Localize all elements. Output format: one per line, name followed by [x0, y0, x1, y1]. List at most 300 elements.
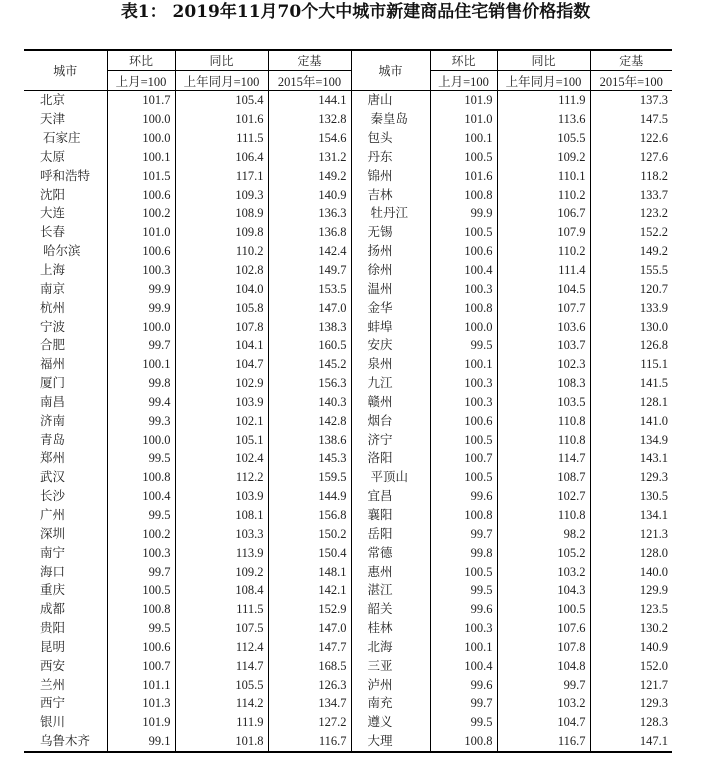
base-value-right: 123.5 [590, 600, 672, 619]
city-label [40, 374, 88, 392]
base-value-left: 149.7 [268, 261, 351, 280]
city-char: 深 [40, 525, 53, 541]
city-label [368, 525, 416, 543]
city-label [368, 657, 416, 675]
yoy-value-left: 103.9 [175, 393, 268, 412]
table-row [24, 374, 672, 393]
city-char: 江 [380, 375, 393, 391]
city-char: 阳 [380, 506, 393, 522]
header-base-right: 定基 [590, 50, 672, 71]
city-char: 连 [52, 205, 66, 221]
mom-value-right: 99.8 [430, 543, 497, 562]
mom-value-right: 100.3 [430, 393, 497, 412]
city-label [368, 336, 416, 354]
base-value-right: 141.5 [590, 374, 672, 393]
city-char: 头 [380, 130, 393, 146]
base-value-right: 130.2 [590, 619, 672, 638]
city-char: 义 [380, 714, 393, 730]
city-char: 沙 [52, 488, 66, 504]
yoy-value-right: 102.7 [497, 487, 590, 506]
city-name-right [351, 91, 430, 110]
city-char: 昌 [52, 393, 66, 409]
city-label [40, 487, 88, 505]
base-value-left: 140.9 [268, 185, 351, 204]
city-char: 阳 [52, 186, 66, 202]
city-name-right [351, 129, 430, 148]
header-city-right: 城市 [351, 50, 430, 91]
city-char: 武 [40, 469, 53, 485]
city-char: 湛 [367, 582, 381, 598]
city-label [40, 638, 88, 656]
yoy-value-left: 107.5 [175, 619, 268, 638]
city-char: 皇 [383, 111, 396, 127]
base-value-right: 126.8 [590, 336, 672, 355]
city-label [368, 581, 416, 599]
table-row [24, 619, 672, 638]
city-label [368, 412, 416, 430]
city-name-left [24, 148, 107, 167]
city-label [368, 506, 416, 524]
city-label [40, 261, 88, 279]
header-mom-unit-right: 上月=100 [430, 71, 497, 91]
city-char: 理 [380, 733, 393, 749]
mom-value-left: 100.0 [107, 317, 175, 336]
city-char: 江 [395, 205, 409, 221]
city-label: 呼和浩特 [40, 167, 91, 183]
city-char: 温 [367, 280, 381, 296]
city-label [368, 487, 416, 505]
city-char: 华 [380, 299, 393, 315]
base-value-left: 149.2 [268, 166, 351, 185]
yoy-value-right: 107.8 [497, 637, 590, 656]
city-char: 重 [40, 582, 53, 598]
city-name-left [24, 713, 107, 732]
city-name-right [351, 600, 430, 619]
yoy-value-left: 114.2 [175, 694, 268, 713]
mom-value-left: 101.0 [107, 223, 175, 242]
mom-value-right: 100.5 [430, 562, 497, 581]
city-name-left [24, 656, 107, 675]
city-name-right [351, 732, 430, 752]
yoy-value-right: 108.7 [497, 468, 590, 487]
city-char: 泉 [367, 356, 381, 372]
base-value-right: 152.0 [590, 656, 672, 675]
city-char: 滨 [68, 243, 81, 259]
base-value-left: 159.5 [268, 468, 351, 487]
yoy-value-left: 104.1 [175, 336, 268, 355]
city-char: 南 [40, 280, 53, 296]
city-name-right [351, 298, 430, 317]
base-value-right: 129.3 [590, 468, 672, 487]
yoy-value-right: 110.2 [497, 185, 590, 204]
yoy-value-right: 111.4 [497, 261, 590, 280]
city-name-left [24, 185, 107, 204]
yoy-value-right: 105.2 [497, 543, 590, 562]
mom-value-left: 100.0 [107, 129, 175, 148]
yoy-value-left: 113.9 [175, 543, 268, 562]
base-value-right: 129.3 [590, 694, 672, 713]
city-label [40, 299, 88, 317]
base-value-right: 127.6 [590, 148, 672, 167]
base-value-left: 145.3 [268, 449, 351, 468]
city-char: 丹 [383, 205, 396, 221]
city-char: 青 [40, 431, 53, 447]
yoy-value-right: 106.7 [497, 204, 590, 223]
base-value-right: 121.3 [590, 524, 672, 543]
mom-value-right: 99.5 [430, 581, 497, 600]
mom-value-right: 100.4 [430, 656, 497, 675]
city-char: 金 [367, 299, 381, 315]
table-row [24, 449, 672, 468]
city-char: 沈 [40, 186, 53, 202]
city-name-right [351, 317, 430, 336]
table-row [24, 355, 672, 374]
yoy-value-left: 102.8 [175, 261, 268, 280]
city-char: 阳 [380, 450, 393, 466]
mom-value-right: 100.8 [430, 732, 497, 752]
city-char: 德 [380, 544, 393, 560]
city-char: 遵 [367, 714, 381, 730]
price-index-table [24, 49, 672, 753]
base-value-right: 130.5 [590, 487, 672, 506]
city-char: 庄 [68, 130, 81, 146]
city-char: 都 [52, 601, 66, 617]
city-label [40, 694, 88, 712]
yoy-value-right: 103.7 [497, 336, 590, 355]
table-row [24, 393, 672, 412]
city-char: 京 [52, 280, 66, 296]
city-name-right [351, 242, 430, 261]
city-label [368, 393, 416, 411]
city-name-left [24, 204, 107, 223]
city-label [368, 713, 416, 731]
city-char: 海 [380, 638, 393, 654]
base-value-left: 150.2 [268, 524, 351, 543]
city-char: 昌 [380, 488, 393, 504]
city-char: 州 [380, 167, 393, 183]
city-char: 州 [380, 563, 393, 579]
city-char: 州 [52, 506, 66, 522]
city-name-left [24, 732, 107, 752]
city-char: 岛 [395, 111, 409, 127]
base-value-left: 152.9 [268, 600, 351, 619]
table-row [24, 430, 672, 449]
base-value-right: 128.3 [590, 713, 672, 732]
city-char: 州 [380, 676, 393, 692]
city-char: 泸 [367, 676, 381, 692]
city-label [40, 204, 88, 222]
city-char: 襄 [367, 506, 381, 522]
city-label [368, 299, 416, 317]
city-char: 林 [380, 186, 393, 202]
city-char: 家 [55, 130, 69, 146]
yoy-value-left: 108.4 [175, 581, 268, 600]
city-char: 烟 [367, 412, 381, 428]
city-char: 州 [380, 393, 393, 409]
city-char: 州 [380, 356, 393, 372]
header-base-unit-left: 2015年=100 [268, 71, 351, 91]
city-name-left [24, 110, 107, 129]
city-char: 北 [367, 638, 381, 654]
city-char: 丹 [367, 148, 381, 164]
yoy-value-left: 107.8 [175, 317, 268, 336]
city-label [40, 318, 88, 336]
base-value-right: 152.2 [590, 223, 672, 242]
table-row [24, 562, 672, 581]
city-char: 州 [52, 450, 66, 466]
mom-value-right: 101.0 [430, 110, 497, 129]
yoy-value-left: 108.9 [175, 204, 268, 223]
city-label [368, 186, 416, 204]
city-char: 庆 [380, 337, 393, 353]
city-char: 江 [380, 582, 393, 598]
base-value-right: 141.0 [590, 411, 672, 430]
yoy-value-right: 105.5 [497, 129, 590, 148]
base-value-right: 121.7 [590, 675, 672, 694]
city-label [368, 355, 416, 373]
yoy-value-right: 110.1 [497, 166, 590, 185]
base-value-left: 147.0 [268, 619, 351, 638]
city-label [40, 355, 88, 373]
mom-value-left: 99.7 [107, 562, 175, 581]
city-name-left [24, 393, 107, 412]
base-value-left: 160.5 [268, 336, 351, 355]
yoy-value-right: 104.3 [497, 581, 590, 600]
city-char: 南 [367, 695, 381, 711]
base-value-right: 115.1 [590, 355, 672, 374]
city-char: 长 [40, 488, 53, 504]
city-name-left [24, 261, 107, 280]
city-char: 阳 [380, 525, 393, 541]
yoy-value-left: 102.9 [175, 374, 268, 393]
city-name-right [351, 355, 430, 374]
city-char: 西 [40, 695, 53, 711]
city-char: 西 [40, 657, 53, 673]
city-char: 上 [40, 262, 53, 278]
city-char: 阳 [52, 620, 66, 636]
mom-value-left: 100.7 [107, 656, 175, 675]
city-label [40, 581, 88, 599]
yoy-value-right: 110.8 [497, 506, 590, 525]
city-label [40, 110, 88, 128]
table-header [24, 50, 672, 91]
city-char: 秦 [370, 111, 384, 127]
city-char: 州 [380, 280, 393, 296]
yoy-value-right: 103.2 [497, 562, 590, 581]
base-value-right: 133.9 [590, 298, 672, 317]
table-row [24, 336, 672, 355]
city-name-right [351, 506, 430, 525]
base-value-left: 168.5 [268, 656, 351, 675]
yoy-value-left: 112.4 [175, 637, 268, 656]
yoy-value-left: 112.2 [175, 468, 268, 487]
table-row [24, 732, 672, 752]
mom-value-right: 99.6 [430, 487, 497, 506]
mom-value-left: 101.9 [107, 713, 175, 732]
city-label [40, 676, 88, 694]
yoy-value-left: 102.4 [175, 449, 268, 468]
city-name-right [351, 166, 430, 185]
city-char: 哈 [43, 243, 56, 259]
city-name-left [24, 468, 107, 487]
city-name-right [351, 637, 430, 656]
city-char: 亚 [380, 657, 393, 673]
mom-value-left: 100.6 [107, 242, 175, 261]
mom-value-left: 100.3 [107, 543, 175, 562]
city-char: 包 [367, 130, 381, 146]
city-name-left [24, 637, 107, 656]
city-char: 州 [380, 262, 393, 278]
city-label: 乌鲁木齐 [40, 733, 91, 749]
yoy-value-left: 108.1 [175, 506, 268, 525]
city-char: 川 [52, 714, 66, 730]
city-char: 贵 [40, 620, 53, 636]
city-char: 春 [52, 224, 66, 240]
city-name-right [351, 430, 430, 449]
mom-value-left: 101.3 [107, 694, 175, 713]
header-yoy-unit-right: 上年同月=100 [497, 71, 590, 91]
yoy-value-right: 108.3 [497, 374, 590, 393]
yoy-value-left: 102.1 [175, 411, 268, 430]
table-row [24, 543, 672, 562]
yoy-value-left: 105.8 [175, 298, 268, 317]
city-label [40, 431, 88, 449]
city-name-left [24, 374, 107, 393]
table-row [24, 223, 672, 242]
city-label [368, 468, 417, 486]
city-char: 东 [380, 148, 393, 164]
header-base-left: 定基 [268, 50, 351, 71]
city-char: 洛 [367, 450, 381, 466]
yoy-value-right: 104.5 [497, 279, 590, 298]
city-char: 无 [367, 224, 381, 240]
table-row [24, 524, 672, 543]
city-label [368, 638, 416, 656]
yoy-value-left: 103.3 [175, 524, 268, 543]
mom-value-left: 100.1 [107, 148, 175, 167]
city-char: 太 [40, 148, 53, 164]
city-label [40, 506, 88, 524]
city-name-left [24, 279, 107, 298]
city-name-left [24, 449, 107, 468]
city-label [368, 148, 416, 166]
city-label [368, 563, 416, 581]
city-name-left [24, 543, 107, 562]
mom-value-left: 100.5 [107, 581, 175, 600]
city-name-left [24, 91, 107, 110]
mom-value-left: 99.8 [107, 374, 175, 393]
mom-value-right: 100.3 [430, 619, 497, 638]
city-label [368, 544, 416, 562]
city-char: 台 [380, 412, 393, 428]
mom-value-left: 101.7 [107, 91, 175, 110]
city-char: 三 [367, 657, 381, 673]
city-name-right [351, 619, 430, 638]
mom-value-right: 100.6 [430, 242, 497, 261]
city-char: 关 [380, 601, 393, 617]
city-label [368, 204, 417, 222]
mom-value-right: 100.1 [430, 355, 497, 374]
city-char: 桂 [367, 620, 381, 636]
city-char: 南 [40, 393, 53, 409]
city-label [368, 619, 416, 637]
city-label [368, 732, 416, 750]
city-char: 惠 [367, 563, 381, 579]
city-label [368, 129, 416, 147]
mom-value-right: 99.9 [430, 204, 497, 223]
city-char: 安 [52, 657, 66, 673]
yoy-value-left: 111.5 [175, 129, 268, 148]
city-char: 明 [52, 638, 66, 654]
city-label [368, 431, 416, 449]
city-name-right [351, 279, 430, 298]
city-label [40, 91, 88, 109]
mom-value-left: 99.9 [107, 279, 175, 298]
mom-value-right: 100.8 [430, 298, 497, 317]
city-name-right [351, 562, 430, 581]
city-char: 门 [52, 375, 66, 391]
yoy-value-right: 110.2 [497, 242, 590, 261]
header-city-left: 城市 [24, 50, 107, 91]
city-label [40, 412, 88, 430]
yoy-value-left: 106.4 [175, 148, 268, 167]
base-value-left: 145.2 [268, 355, 351, 374]
mom-value-right: 100.0 [430, 317, 497, 336]
table-row [24, 675, 672, 694]
mom-value-left: 101.5 [107, 166, 175, 185]
yoy-value-left: 117.1 [175, 166, 268, 185]
table-row [24, 637, 672, 656]
city-label [368, 374, 416, 392]
table-row [24, 91, 672, 110]
city-char: 吉 [367, 186, 381, 202]
city-name-left [24, 317, 107, 336]
table-row [24, 713, 672, 732]
base-value-right: 140.9 [590, 637, 672, 656]
base-value-left: 147.7 [268, 637, 351, 656]
city-name-left [24, 524, 107, 543]
mom-value-left: 99.5 [107, 619, 175, 638]
city-label [40, 336, 88, 354]
mom-value-left: 101.1 [107, 675, 175, 694]
base-value-right: 134.9 [590, 430, 672, 449]
table-row [24, 148, 672, 167]
header-mom-unit-left: 上月=100 [107, 71, 175, 91]
city-label [40, 223, 88, 241]
city-label [40, 242, 89, 260]
mom-value-right: 100.4 [430, 261, 497, 280]
city-char: 大 [40, 205, 53, 221]
base-value-right: 120.7 [590, 279, 672, 298]
city-char: 赣 [367, 393, 381, 409]
city-label [40, 657, 88, 675]
mom-value-right: 100.7 [430, 449, 497, 468]
city-char: 石 [43, 130, 56, 146]
base-value-left: 156.8 [268, 506, 351, 525]
yoy-value-right: 103.2 [497, 694, 590, 713]
base-value-left: 136.3 [268, 204, 351, 223]
mom-value-left: 100.8 [107, 468, 175, 487]
base-value-right: 123.2 [590, 204, 672, 223]
city-name-right [351, 468, 430, 487]
city-char: 昆 [40, 638, 53, 654]
city-char: 宁 [52, 695, 66, 711]
city-name-left [24, 355, 107, 374]
table-row [24, 694, 672, 713]
base-value-left: 147.0 [268, 298, 351, 317]
city-char: 充 [380, 695, 393, 711]
city-char: 南 [40, 544, 53, 560]
